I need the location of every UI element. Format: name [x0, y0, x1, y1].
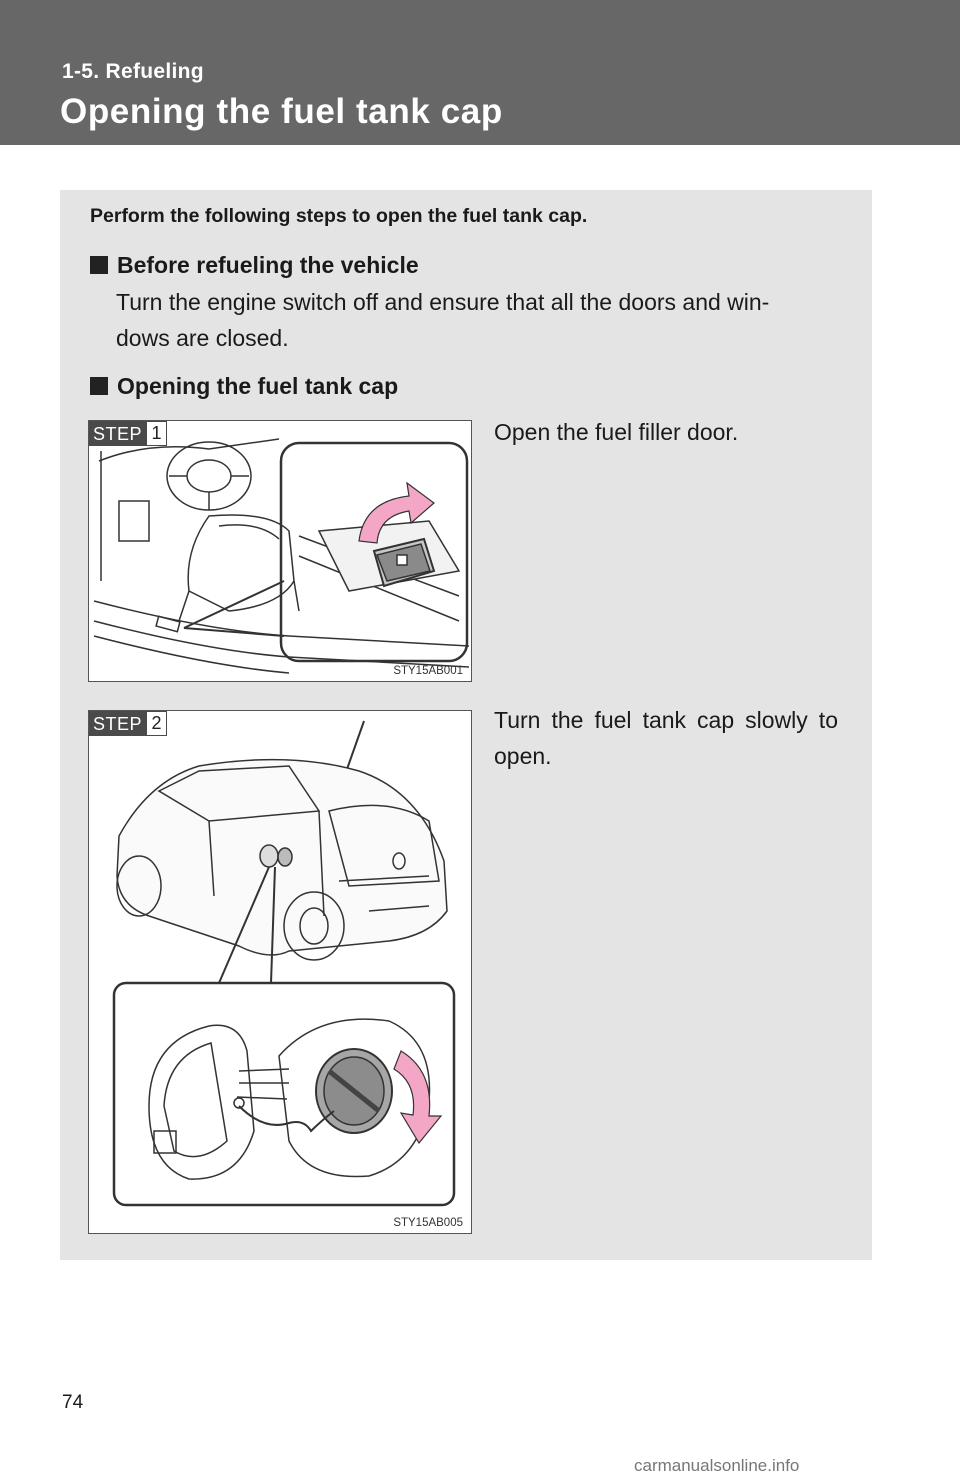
step1-figure-code: STY15AB001 [393, 665, 463, 677]
before-refueling-text: Turn the engine switch off and ensure that all the doors and win- dows are closed. [116, 289, 770, 351]
fuel-tank-cap-illustration [89, 711, 472, 1234]
step2-figure [88, 710, 472, 1234]
step2-text: Turn the fuel tank cap slowly to open. [494, 707, 838, 769]
page-header [0, 0, 960, 145]
step2-badge: STEP 2 [89, 711, 167, 736]
fuel-door-opener-illustration [89, 421, 472, 682]
rotate-arrow-icon [394, 1051, 441, 1143]
bullet-square-icon [90, 256, 108, 274]
section-label: 1-5. Refueling [62, 60, 204, 83]
step1-text: Open the fuel filler door. [494, 419, 739, 445]
step1-badge: STEP 1 [89, 421, 167, 446]
subheading-opening-cap: Opening the fuel tank cap [90, 373, 398, 400]
step2-figure-code: STY15AB005 [393, 1217, 463, 1229]
page-number: 74 [62, 1392, 84, 1413]
bullet-square-icon [90, 377, 108, 395]
page-title: Opening the fuel tank cap [60, 92, 503, 131]
step1-figure [88, 420, 472, 682]
subheading-before-refueling: Before refueling the vehicle [90, 252, 419, 279]
watermark: carmanualsonline.info [634, 1456, 800, 1475]
intro-text: Perform the following steps to open the fuel tank cap. [90, 205, 588, 227]
